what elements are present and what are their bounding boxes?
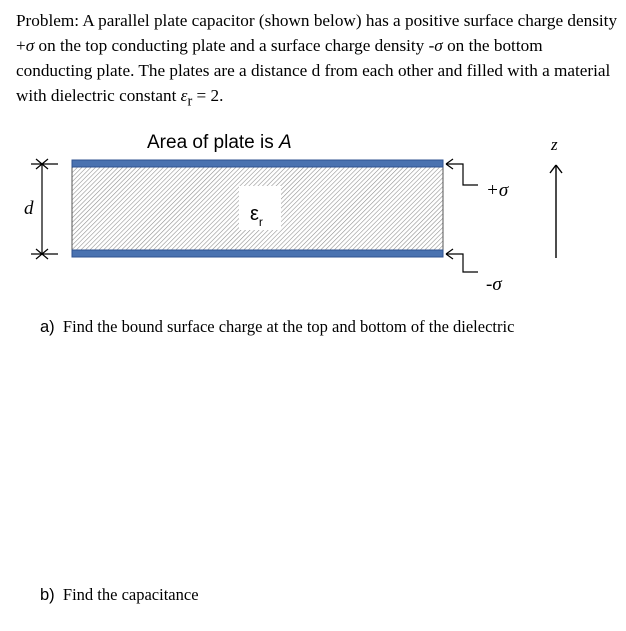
question-a-label: a) xyxy=(40,318,55,336)
epsilon-symbol: ε xyxy=(180,86,188,105)
sigma-positive-symbol: σ xyxy=(25,36,35,55)
z-axis-arrow xyxy=(550,165,562,258)
question-a xyxy=(40,317,514,337)
problem-text-2: on the top conducting plate and a surface charge density - xyxy=(34,36,435,55)
bottom-plate xyxy=(72,250,443,257)
sigma-negative-symbol: σ xyxy=(434,36,443,55)
minus-sigma-label: -σ xyxy=(486,274,502,295)
problem-text-1: Problem: A parallel plate capacitor (shown below) has a positive surface charge density + xyxy=(16,11,618,55)
plus-sigma-label: +σ xyxy=(486,180,509,201)
question-b-label: b) xyxy=(40,586,55,604)
question-b xyxy=(40,585,199,605)
bottom-charge-leader xyxy=(446,249,478,272)
dielectric-epsilon: $\varepsilon_r$ xyxy=(250,203,263,229)
distance-marker xyxy=(31,159,58,259)
problem-text-4: = 2. xyxy=(192,86,224,105)
area-label: Area of plate is A xyxy=(147,132,292,153)
top-charge-leader xyxy=(446,159,478,185)
distance-label: d xyxy=(24,198,34,219)
problem-text-3: on the bottom conducting plate. The plates are a distance d from each other and filled with a material with dielectric constant xyxy=(16,36,611,105)
epsilon-subscript: r xyxy=(187,93,193,110)
question-b-text: Find the capacitance xyxy=(62,585,199,604)
top-plate xyxy=(72,160,443,167)
question-a-text: Find the bound surface charge at the top and bottom of the dielectric xyxy=(62,317,515,336)
z-axis-label: z xyxy=(551,135,558,154)
